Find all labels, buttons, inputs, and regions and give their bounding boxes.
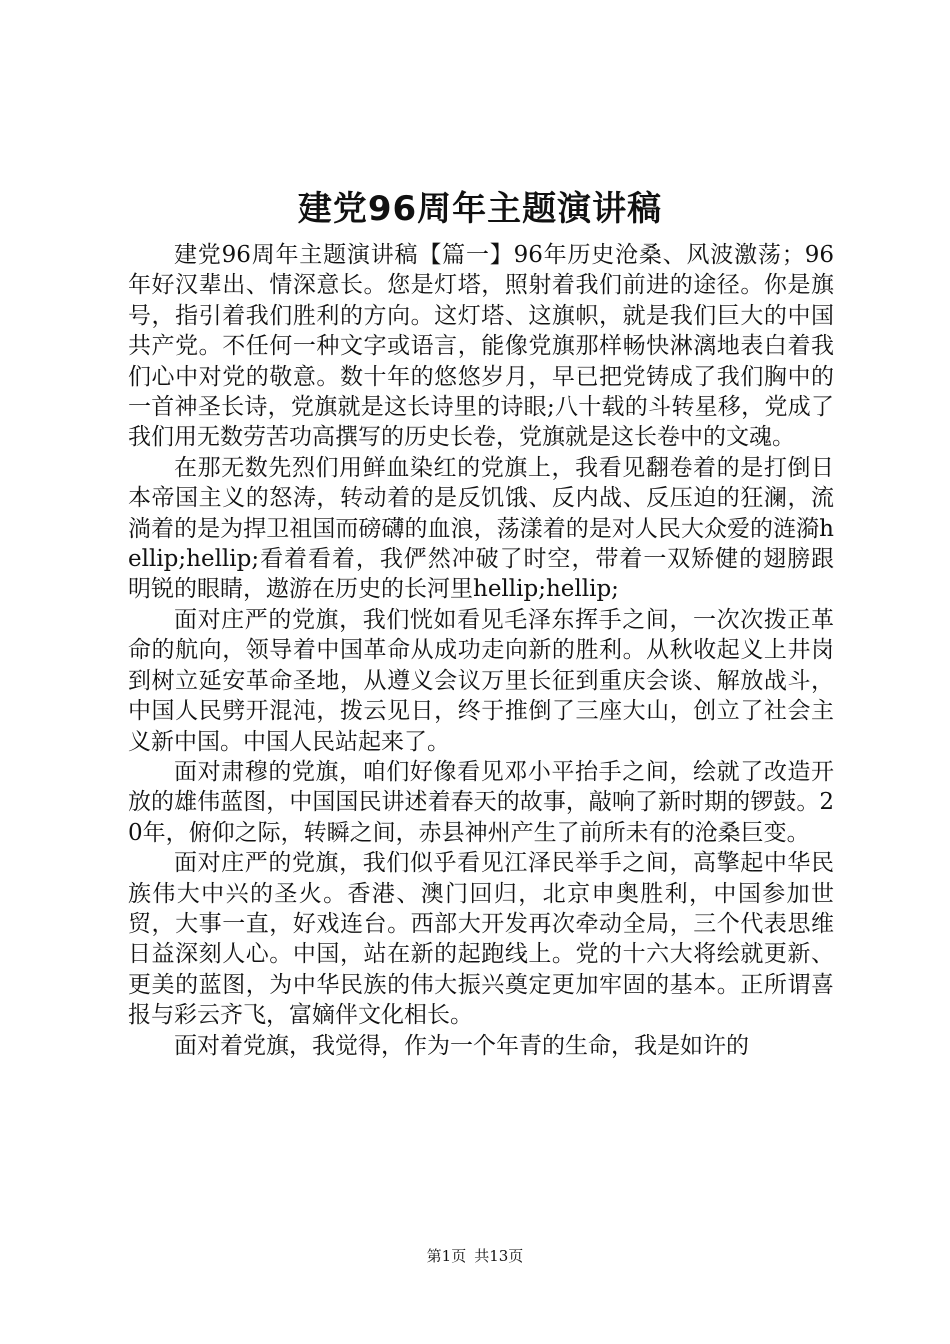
paragraph-3: 面对庄严的党旗，我们恍如看见毛泽东挥手之间，一次次拨正革命的航向，领导着中国革命从成功走向新的胜利。从秋收起义上井岗到树立延安革命圣地，从遵义会议万里长征到重庆会谈、解放战斗，中国人民劈开混沌，拨云见日，终于推倒了三座大山，创立了社会主义新中国。中国人民站起来了。 <box>128 606 834 755</box>
paragraph-4: 面对肃穆的党旗，咱们好像看见邓小平抬手之间，绘就了改造开放的雄伟蓝图，中国国民讲述着春天的故事，敲响了新时期的锣鼓。20年，俯仰之际，转瞬之间，赤县神州产生了前所未有的沧桑巨变。 <box>128 758 834 846</box>
document-title: 建党96周年主题演讲稿 <box>297 189 663 229</box>
page-footer <box>0 1246 950 1266</box>
paragraph-1: 建党96周年主题演讲稿【篇一】96年历史沧桑、风波激荡；96年好汉辈出、情深意长。您是灯塔，照射着我们前进的途径。你是旗号，指引着我们胜利的方向。这灯塔、这旗帜，就是我们巨大的中国共产党。不任何一种文字或语言，能像党旗那样畅快淋漓地表白着我们心中对党的敬意。数十年的悠悠岁月，早已把党铸成了我们胸中的一首神圣长诗，党旗就是这长诗里的诗眼;八十载的斗转星移，党成了我们用无数劳苦功高撰写的历史长卷，党旗就是这长卷中的文魂。 <box>128 242 834 451</box>
page-number: 第1页 <box>426 1247 467 1265</box>
paragraph-6: 面对着党旗，我觉得，作为一个年青的生命，我是如许的 <box>174 1032 749 1059</box>
paragraph-2: 在那无数先烈们用鲜血染红的党旗上，我看见翻卷着的是打倒日本帝国主义的怒涛，转动着的是反饥饿、反内战、反压迫的狂澜，流淌着的是为捍卫祖国而磅礴的血浪，荡漾着的是对人民大众爱的涟漪hellip;hellip;看着看着，我俨然冲破了时空，带着一双矫健的翅膀跟明锐的眼睛，遨游在历史的长河里hellip;hellip; <box>128 454 834 603</box>
paragraph-5: 面对庄严的党旗，我们似乎看见江泽民举手之间，高擎起中华民族伟大中兴的圣火。香港、澳门回归，北京申奥胜利，中国参加世贸，大事一直，好戏连台。西部大开发再次牵动全局，三个代表思维日益深刻人心。中国，站在新的起跑线上。党的十六大将绘就更新、更美的蓝图，为中华民族的伟大振兴奠定更加牢固的基本。正所谓喜报与彩云齐飞，富嫡伴文化相长。 <box>128 850 834 1029</box>
page-total: 共13页 <box>474 1247 524 1265</box>
document-body <box>128 240 834 1061</box>
